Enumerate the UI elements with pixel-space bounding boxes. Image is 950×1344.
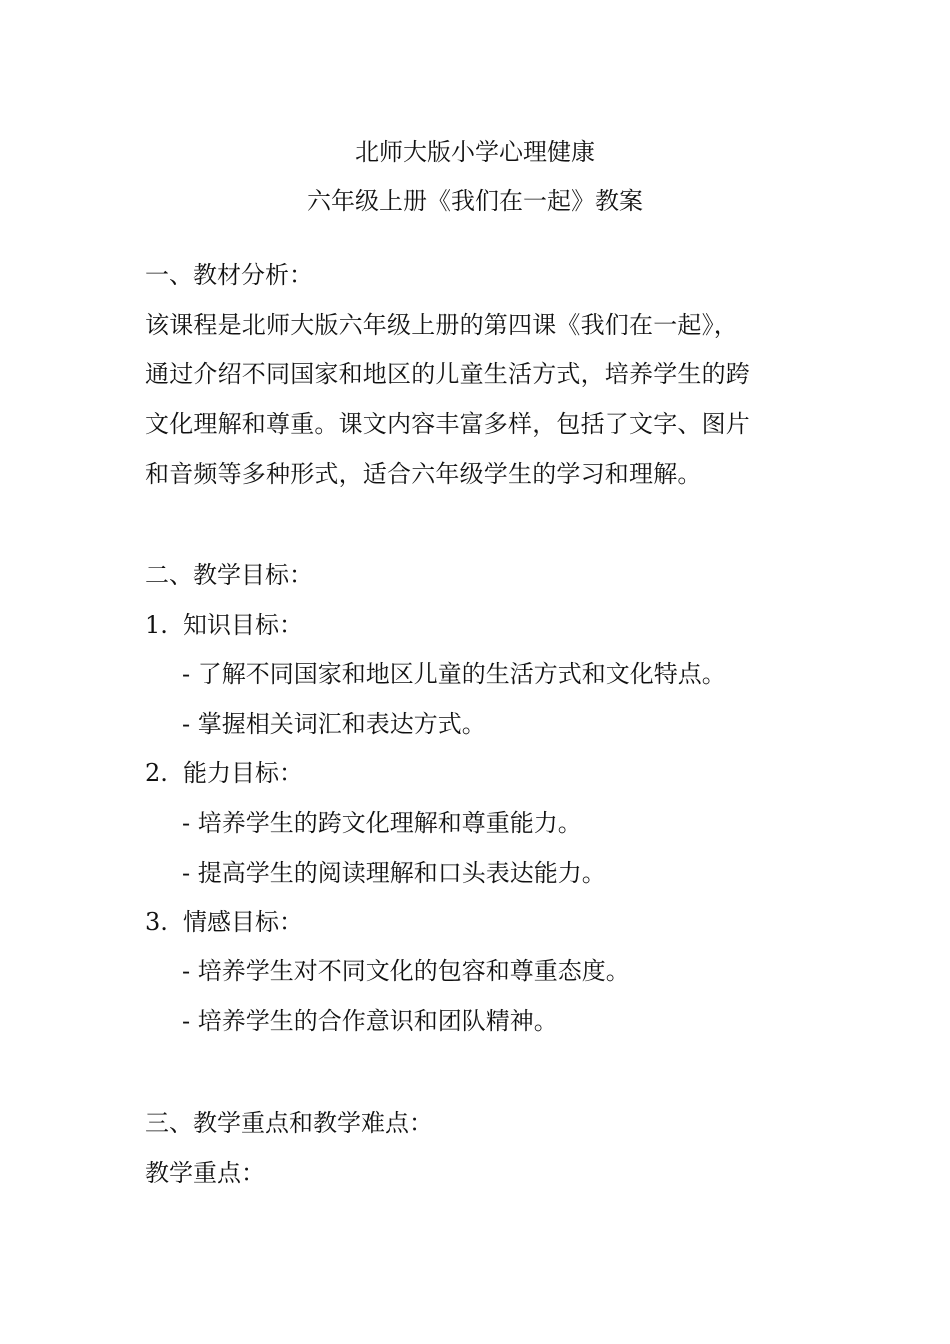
section1-paragraph-line: 通过介绍不同国家和地区的儿童生活方式，培养学生的跨 — [145, 360, 750, 388]
goal-label: 情感目标： — [183, 908, 303, 936]
goal-number: 2. — [145, 759, 168, 787]
goal-ability — [145, 757, 303, 789]
goal-label: 能力目标： — [183, 759, 303, 787]
section1-heading: 一、教材分析： — [145, 261, 313, 289]
goal-item: - 掌握相关词汇和表达方式。 — [182, 710, 486, 738]
doc-title-line1: 北师大版小学心理健康 — [355, 138, 595, 166]
goal-item: - 了解不同国家和地区儿童的生活方式和文化特点。 — [182, 660, 726, 688]
section3-subheading: 教学重点： — [145, 1159, 265, 1187]
goal-item: - 培养学生的跨文化理解和尊重能力。 — [182, 809, 582, 837]
goal-item: - 培养学生对不同文化的包容和尊重态度。 — [182, 957, 630, 985]
goal-item: - 提高学生的阅读理解和口头表达能力。 — [182, 859, 606, 887]
section1-paragraph-line: 文化理解和尊重。课文内容丰富多样，包括了文字、图片 — [145, 410, 750, 438]
goal-label: 知识目标： — [183, 611, 303, 639]
doc-title-line2: 六年级上册《我们在一起》教案 — [307, 187, 643, 215]
goal-emotion — [145, 906, 303, 938]
goal-item: - 培养学生的合作意识和团队精神。 — [182, 1007, 558, 1035]
goal-number: 3. — [145, 908, 168, 936]
section1-paragraph-line: 和音频等多种形式，适合六年级学生的学习和理解。 — [145, 460, 702, 488]
section3-heading: 三、教学重点和教学难点： — [145, 1109, 433, 1137]
goal-number: 1. — [145, 611, 168, 639]
section1-paragraph-line: 该课程是北师大版六年级上册的第四课《我们在一起》， — [145, 311, 738, 339]
goal-knowledge — [145, 609, 303, 641]
section2-heading: 二、教学目标： — [145, 561, 313, 589]
